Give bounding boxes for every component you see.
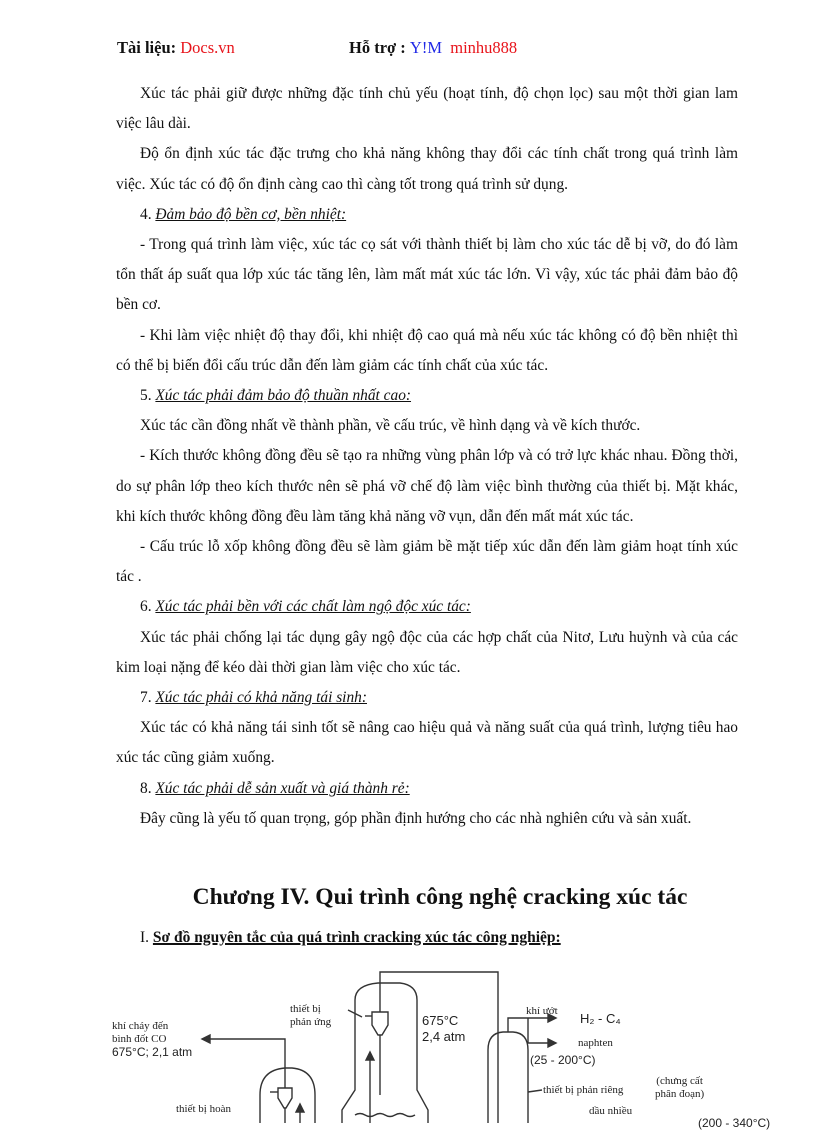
item-heading-5 <box>116 381 738 411</box>
item-number: 7. <box>140 689 156 707</box>
paragraph: - Khi làm việc nhiệt độ thay đổi, khi nhiệt độ cao quá mà nếu xúc tác không có độ bền nhiệt thì có thể bị biến đổi cấu trúc dẫn đến làm giảm các tính chất của xúc tác. <box>116 326 738 374</box>
reactor-label <box>290 1003 331 1029</box>
reactor-vessel <box>342 983 428 1123</box>
header-support-yim: Y!M <box>409 38 443 57</box>
reactor-pressure: 2,4 atm <box>422 1029 466 1044</box>
header-source-sep: : <box>170 38 181 57</box>
flue-gas-line1: khí cháy đến <box>112 1020 169 1032</box>
section-heading <box>140 929 561 947</box>
header-support-sep: : <box>396 38 410 57</box>
reactor-temperature: 675°C <box>422 1013 459 1028</box>
item-title: Xúc tác phải có khả năng tái sinh: <box>155 689 367 707</box>
reactor-conditions <box>422 1013 465 1045</box>
wet-gas-label: khí ướt <box>526 1005 558 1017</box>
paragraph: - Cấu trúc lỗ xốp không đồng đều sẽ làm giảm bề mặt tiếp xúc dẫn đến làm giảm hoạt tính xúc tác . <box>116 538 738 586</box>
paragraph: - Trong quá trình làm việc, xúc tác cọ sát với thành thiết bị làm cho xúc tác dễ bị vỡ, do đó làm tổn thất áp suất qua lớp xúc tác tăng lên, làm mất mát xúc tác lớn. Vì vậy, xúc tác phải đảm bảo độ bền cơ. <box>116 236 738 314</box>
naphtha-range: (25 - 200°C) <box>530 1053 596 1067</box>
item-title: Xúc tác phải bền với các chất làm ngộ độc xúc tác: <box>155 598 471 616</box>
paragraph: Xúc tác cần đồng nhất về thành phần, về cấu trúc, về hình dạng và về kích thước. <box>140 417 641 435</box>
header-support-label: Hỗ trợ <box>349 38 397 57</box>
flue-gas-line2: bình đốt CO <box>112 1033 167 1045</box>
separator-column <box>488 1032 528 1123</box>
naphtha-label: naphten <box>578 1037 613 1049</box>
flue-gas-label <box>112 1020 192 1059</box>
heavy-oil-label: dầu nhiều <box>589 1105 633 1117</box>
header-support <box>349 38 517 58</box>
reactor-label-line2: phản ứng <box>290 1016 332 1028</box>
chapter-title: Chương IV. Qui trình công nghệ cracking xúc tác <box>192 884 688 910</box>
regenerator-vessel <box>260 1068 315 1123</box>
paragraph: Độ ổn định xúc tác đặc trưng cho khả năng không thay đổi các tính chất trong quá trình làm việc. Xúc tác có độ ổn định càng cao thì càng tốt trong quá trình sử dụng. <box>116 145 738 193</box>
paragraph: - Kích thước không đồng đều sẽ tạo ra những vùng phân lớp và có trở lực khác nhau. Đồng thời, do sự phân lớp theo kích thước nên sẽ phá vỡ chế độ làm việc bình thường của thiết bị. Mặt khác, khi kích thước không đồng đều làm tăng khả năng vỡ vụn, dẫn đến mất mát xúc tác. <box>116 447 738 525</box>
process-diagram <box>110 960 771 1130</box>
header-source-label: Tài liệu <box>117 38 171 57</box>
item-number: 5. <box>140 387 156 405</box>
paragraph: Xúc tác phải giữ được những đặc tính chủ yếu (hoạt tính, độ chọn lọc) sau một thời gian lam việc lâu dài. <box>116 85 738 133</box>
header-source-link[interactable]: Docs.vn <box>180 38 235 57</box>
section-number: I. <box>140 929 153 946</box>
flue-gas-conditions: 675°C; 2,1 atm <box>112 1045 193 1059</box>
paragraph: Xúc tác có khả năng tái sinh tốt sẽ nâng cao hiệu quả và năng suất của quá trình, lượng tiêu hao xúc tác cũng giảm xuống. <box>116 719 738 767</box>
heavy-oil-range: (200 - 340°C) <box>698 1116 771 1130</box>
document-body <box>116 79 738 834</box>
item-number: 6. <box>140 598 156 616</box>
item-heading-8 <box>116 774 738 804</box>
item-title: Xúc tác phải đảm bảo độ thuần nhất cao: <box>155 387 412 405</box>
fractionation-label <box>655 1075 704 1101</box>
header-source <box>117 38 235 58</box>
item-heading-4 <box>116 200 738 230</box>
separator-label: thiết bị phản riêng <box>543 1084 624 1096</box>
item-heading-6 <box>116 592 738 622</box>
item-number: 4. <box>140 205 156 223</box>
paragraph: Xúc tác phải chống lại tác dụng gây ngộ độc của các hợp chất của Nitơ, Lưu huỳnh và của các kim loại nặng để kéo dài thời gian làm việc cho xúc tác. <box>116 628 738 676</box>
reactor-label-line1: thiết bị <box>290 1003 321 1015</box>
h2-c4-label: H₂ - C₄ <box>580 1011 621 1026</box>
header-support-contact[interactable]: minhu888 <box>450 38 518 57</box>
item-number: 8. <box>140 779 156 797</box>
regenerator-label: thiết bị hoàn <box>176 1103 231 1115</box>
paragraph: Đây cũng là yếu tố quan trọng, góp phần định hướng cho các nhà nghiên cứu và sản xuất. <box>140 809 692 827</box>
item-title: Đảm bảo độ bền cơ, bền nhiệt: <box>155 205 347 223</box>
section-title: Sơ đồ nguyên tắc của quá trình cracking xúc tác công nghiệp: <box>152 929 561 946</box>
fractionation-line1: (chưng cất <box>656 1075 703 1087</box>
fractionation-line2: phân đoạn) <box>655 1088 705 1100</box>
item-heading-7 <box>116 683 738 713</box>
item-title: Xúc tác phải dễ sản xuất và giá thành rẻ: <box>155 779 410 797</box>
